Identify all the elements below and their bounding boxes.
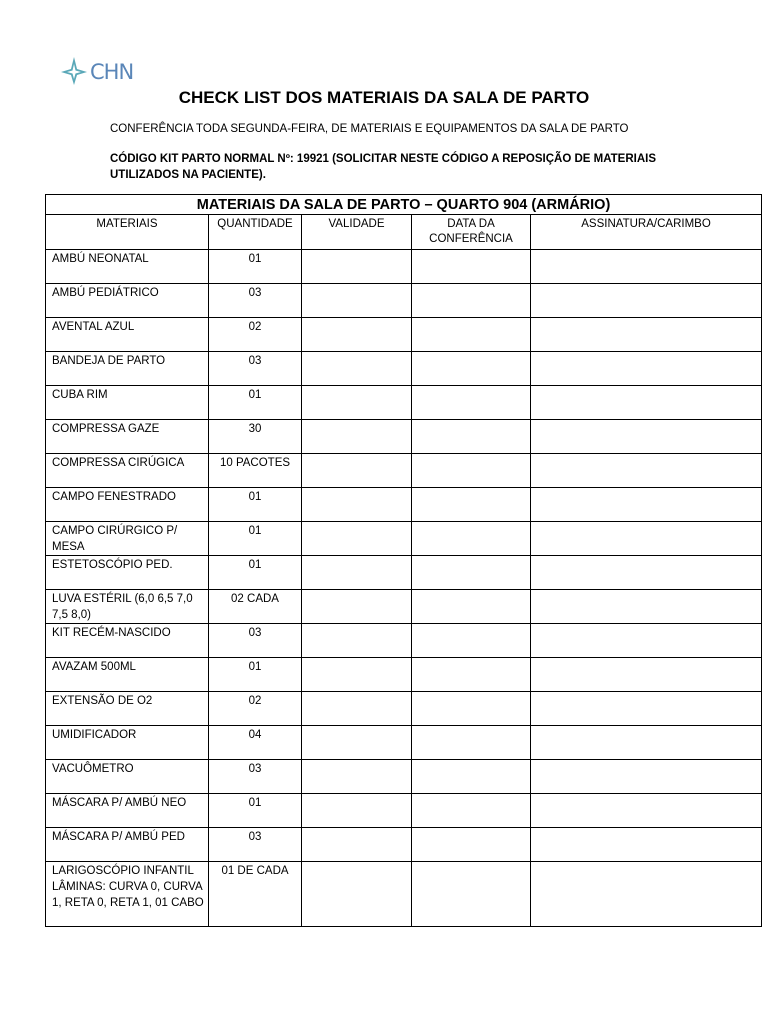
table-row <box>46 454 762 488</box>
data-conferencia-cell[interactable] <box>412 454 531 488</box>
validade-cell[interactable] <box>302 624 412 658</box>
table-row <box>46 386 762 420</box>
quantity-cell: 01 <box>209 522 302 556</box>
assinatura-cell[interactable] <box>531 284 762 318</box>
validade-cell[interactable] <box>302 522 412 556</box>
assinatura-cell[interactable] <box>531 862 762 927</box>
data-conferencia-cell[interactable] <box>412 624 531 658</box>
table-row <box>46 284 762 318</box>
assinatura-cell[interactable] <box>531 386 762 420</box>
quantity-cell: 03 <box>209 284 302 318</box>
validade-cell[interactable] <box>302 454 412 488</box>
assinatura-cell[interactable] <box>531 318 762 352</box>
table-row <box>46 420 762 454</box>
material-cell: EXTENSÃO DE O2 <box>46 692 209 726</box>
data-conferencia-cell[interactable] <box>412 386 531 420</box>
col-header-quantidade: QUANTIDADE <box>209 215 302 250</box>
quantity-cell: 01 <box>209 658 302 692</box>
quantity-cell: 02 <box>209 318 302 352</box>
validade-cell[interactable] <box>302 862 412 927</box>
validade-cell[interactable] <box>302 590 412 624</box>
assinatura-cell[interactable] <box>531 658 762 692</box>
material-cell: AMBÚ PEDIÁTRICO <box>46 284 209 318</box>
assinatura-cell[interactable] <box>531 692 762 726</box>
material-cell: LUVA ESTÉRIL (6,0 6,5 7,0 7,5 8,0) <box>46 590 209 624</box>
quantity-cell: 03 <box>209 760 302 794</box>
data-conferencia-cell[interactable] <box>412 726 531 760</box>
material-cell: COMPRESSA CIRÚGICA <box>46 454 209 488</box>
validade-cell[interactable] <box>302 250 412 284</box>
validade-cell[interactable] <box>302 828 412 862</box>
validade-cell[interactable] <box>302 488 412 522</box>
quantity-cell: 01 <box>209 386 302 420</box>
data-conferencia-cell[interactable] <box>412 658 531 692</box>
table-row <box>46 658 762 692</box>
validade-cell[interactable] <box>302 556 412 590</box>
materials-table <box>45 194 762 927</box>
table-row <box>46 250 762 284</box>
assinatura-cell[interactable] <box>531 624 762 658</box>
table-row <box>46 522 762 556</box>
data-conferencia-cell[interactable] <box>412 760 531 794</box>
table-row <box>46 352 762 386</box>
data-conferencia-cell[interactable] <box>412 318 531 352</box>
validade-cell[interactable] <box>302 318 412 352</box>
validade-cell[interactable] <box>302 794 412 828</box>
quantity-cell: 01 <box>209 794 302 828</box>
data-conferencia-cell[interactable] <box>412 692 531 726</box>
assinatura-cell[interactable] <box>531 488 762 522</box>
table-row <box>46 488 762 522</box>
data-conferencia-cell[interactable] <box>412 590 531 624</box>
page-title: CHECK LIST DOS MATERIAIS DA SALA DE PARTO <box>178 88 590 107</box>
col-header-data-conferencia: DATA DA CONFERÊNCIA <box>412 215 531 250</box>
intro-text: CONFERÊNCIA TODA SEGUNDA-FEIRA, DE MATERIAIS E EQUIPAMENTOS DA SALA DE PARTO <box>110 123 629 135</box>
material-cell: AMBÚ NEONATAL <box>46 250 209 284</box>
assinatura-cell[interactable] <box>531 828 762 862</box>
assinatura-cell[interactable] <box>531 454 762 488</box>
table-row <box>46 318 762 352</box>
assinatura-cell[interactable] <box>531 522 762 556</box>
material-cell: COMPRESSA GAZE <box>46 420 209 454</box>
material-cell: MÁSCARA P/ AMBÚ NEO <box>46 794 209 828</box>
table-row <box>46 624 762 658</box>
material-cell: MÁSCARA P/ AMBÚ PED <box>46 828 209 862</box>
table-row <box>46 556 762 590</box>
quantity-cell: 02 CADA <box>209 590 302 624</box>
material-cell: UMIDIFICADOR <box>46 726 209 760</box>
data-conferencia-cell[interactable] <box>412 794 531 828</box>
data-conferencia-cell[interactable] <box>412 556 531 590</box>
assinatura-cell[interactable] <box>531 726 762 760</box>
validade-cell[interactable] <box>302 726 412 760</box>
material-cell: BANDEJA DE PARTO <box>46 352 209 386</box>
assinatura-cell[interactable] <box>531 420 762 454</box>
quantity-cell: 03 <box>209 352 302 386</box>
data-conferencia-cell[interactable] <box>412 522 531 556</box>
validade-cell[interactable] <box>302 760 412 794</box>
quantity-cell: 01 <box>209 250 302 284</box>
table-row <box>46 726 762 760</box>
quantity-cell: 02 <box>209 692 302 726</box>
material-cell: CAMPO CIRÚRGICO P/ MESA <box>46 522 209 556</box>
quantity-cell: 30 <box>209 420 302 454</box>
material-cell: AVENTAL AZUL <box>46 318 209 352</box>
material-cell: CUBA RIM <box>46 386 209 420</box>
table-row <box>46 692 762 726</box>
validade-cell[interactable] <box>302 352 412 386</box>
validade-cell[interactable] <box>302 658 412 692</box>
quantity-cell: 03 <box>209 828 302 862</box>
data-conferencia-cell[interactable] <box>412 862 531 927</box>
data-conferencia-cell[interactable] <box>412 250 531 284</box>
data-conferencia-cell[interactable] <box>412 828 531 862</box>
col-header-materiais: MATERIAIS <box>46 215 209 250</box>
validade-cell[interactable] <box>302 420 412 454</box>
material-cell: KIT RECÉM-NASCIDO <box>46 624 209 658</box>
data-conferencia-cell[interactable] <box>412 420 531 454</box>
table-row <box>46 828 762 862</box>
table-caption: MATERIAIS DA SALA DE PARTO – QUARTO 904 (ARMÁRIO) <box>46 195 762 215</box>
table-row <box>46 862 762 927</box>
assinatura-cell[interactable] <box>531 590 762 624</box>
quantity-cell: 01 <box>209 488 302 522</box>
material-cell: ESTETOSCÓPIO PED. <box>46 556 209 590</box>
material-cell: VACUÔMETRO <box>46 760 209 794</box>
star-icon <box>60 56 88 86</box>
logo-text: CHN <box>90 60 134 84</box>
quantity-cell: 04 <box>209 726 302 760</box>
quantity-cell: 03 <box>209 624 302 658</box>
material-cell: CAMPO FENESTRADO <box>46 488 209 522</box>
header-row <box>46 215 762 250</box>
assinatura-cell[interactable] <box>531 794 762 828</box>
assinatura-cell[interactable] <box>531 250 762 284</box>
data-conferencia-cell[interactable] <box>412 352 531 386</box>
quantity-cell: 01 <box>209 556 302 590</box>
quantity-cell: 10 PACOTES <box>209 454 302 488</box>
assinatura-cell[interactable] <box>531 352 762 386</box>
col-header-validade: VALIDADE <box>302 215 412 250</box>
validade-cell[interactable] <box>302 284 412 318</box>
material-cell: AVAZAM 500ML <box>46 658 209 692</box>
validade-cell[interactable] <box>302 692 412 726</box>
table-row <box>46 760 762 794</box>
material-cell: LARIGOSCÓPIO INFANTIL LÂMINAS: CURVA 0, CURVA 1, RETA 0, RETA 1, 01 CABO <box>46 862 209 927</box>
table-row <box>46 794 762 828</box>
kit-code-note: CÓDIGO KIT PARTO NORMAL Nº: 19921 (SOLICITAR NESTE CÓDIGO A REPOSIÇÃO DE MATERIAIS UTILIZADOS NA PACIENTE). <box>110 153 657 181</box>
chn-logo <box>60 56 150 90</box>
table-row <box>46 590 762 624</box>
assinatura-cell[interactable] <box>531 760 762 794</box>
validade-cell[interactable] <box>302 386 412 420</box>
quantity-cell: 01 DE CADA <box>209 862 302 927</box>
col-header-assinatura: ASSINATURA/CARIMBO <box>531 215 762 250</box>
data-conferencia-cell[interactable] <box>412 284 531 318</box>
data-conferencia-cell[interactable] <box>412 488 531 522</box>
assinatura-cell[interactable] <box>531 556 762 590</box>
